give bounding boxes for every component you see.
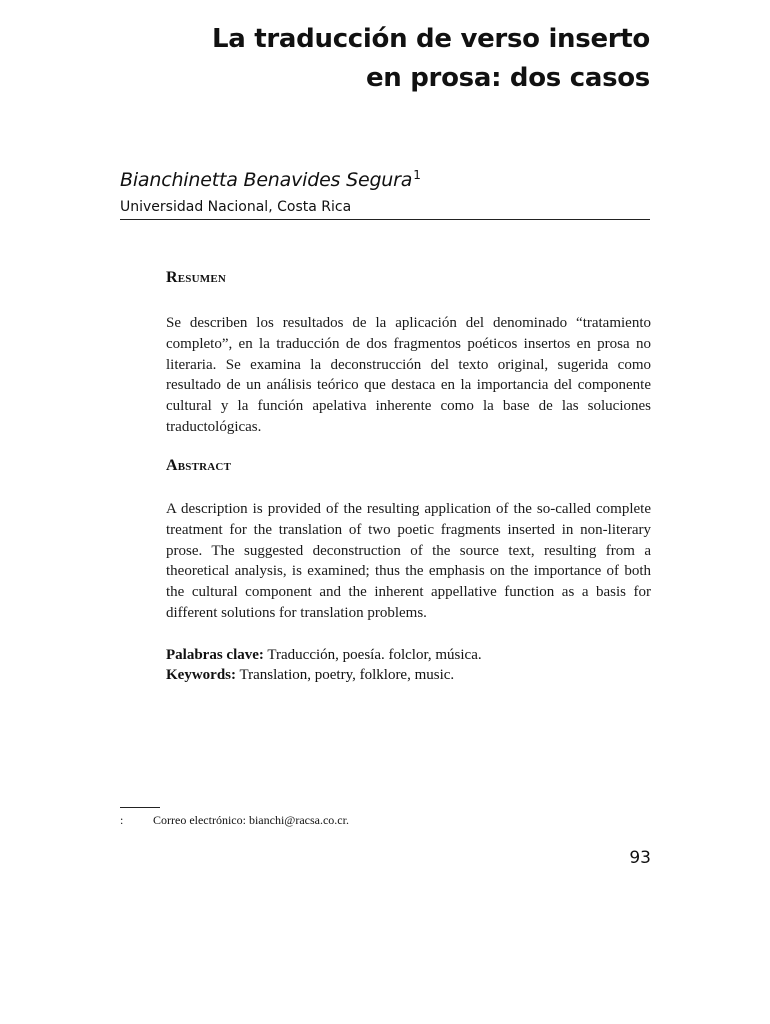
author-name: Bianchinetta Benavides Segura bbox=[120, 169, 413, 191]
keywords-english bbox=[166, 665, 651, 685]
keywords-spanish-value: Traducción, poesía. folclor, música. bbox=[263, 647, 482, 663]
header-divider bbox=[120, 219, 650, 220]
title-line-1: La traducción de verso inserto bbox=[212, 24, 650, 54]
footnote-text: Correo electrónico: bianchi@racsa.co.cr. bbox=[153, 813, 349, 827]
keywords-english-value: Translation, poetry, folklore, music. bbox=[236, 667, 455, 683]
keywords-spanish bbox=[166, 645, 651, 665]
title-line-2: en prosa: dos casos bbox=[365, 63, 650, 93]
abstract-text: A description is provided of the resulting application of the so-called complete treatment for the translation of two poetic fragments inserted in non-literary prose. The suggested deconstruction of the source text, resulting from a theoretical analysis, is examined; thus the emphasis on the importance of both the cultural component and the inherent appellative function as a basis for different solutions for translation problems. bbox=[166, 501, 651, 621]
footnote-mark: : bbox=[120, 813, 124, 827]
keywords-english-label: Keywords: bbox=[166, 667, 236, 683]
author-name-line bbox=[120, 168, 421, 191]
page-number: 93 bbox=[629, 848, 651, 868]
resumen-heading: Resumen bbox=[166, 269, 227, 286]
author-footnote-ref: 1 bbox=[413, 168, 421, 182]
footnote-divider bbox=[120, 807, 160, 808]
resumen-text: Se describen los resultados de la aplicación del denominado “tratamiento completo”, en la traducción de dos fragmentos poéticos insertos en prosa no literaria. Se examina la deconstrucción del texto original, sugerida como resultado de un análisis teórico que destaca en la importancia del componente cultural y la función apelativa inherente como la base de las soluciones traductológicas. bbox=[166, 315, 651, 435]
author-affiliation: Universidad Nacional, Costa Rica bbox=[120, 199, 352, 215]
abstract-heading: Abstract bbox=[166, 457, 232, 474]
article-title bbox=[90, 20, 650, 98]
keywords-spanish-label: Palabras clave: bbox=[166, 647, 264, 663]
